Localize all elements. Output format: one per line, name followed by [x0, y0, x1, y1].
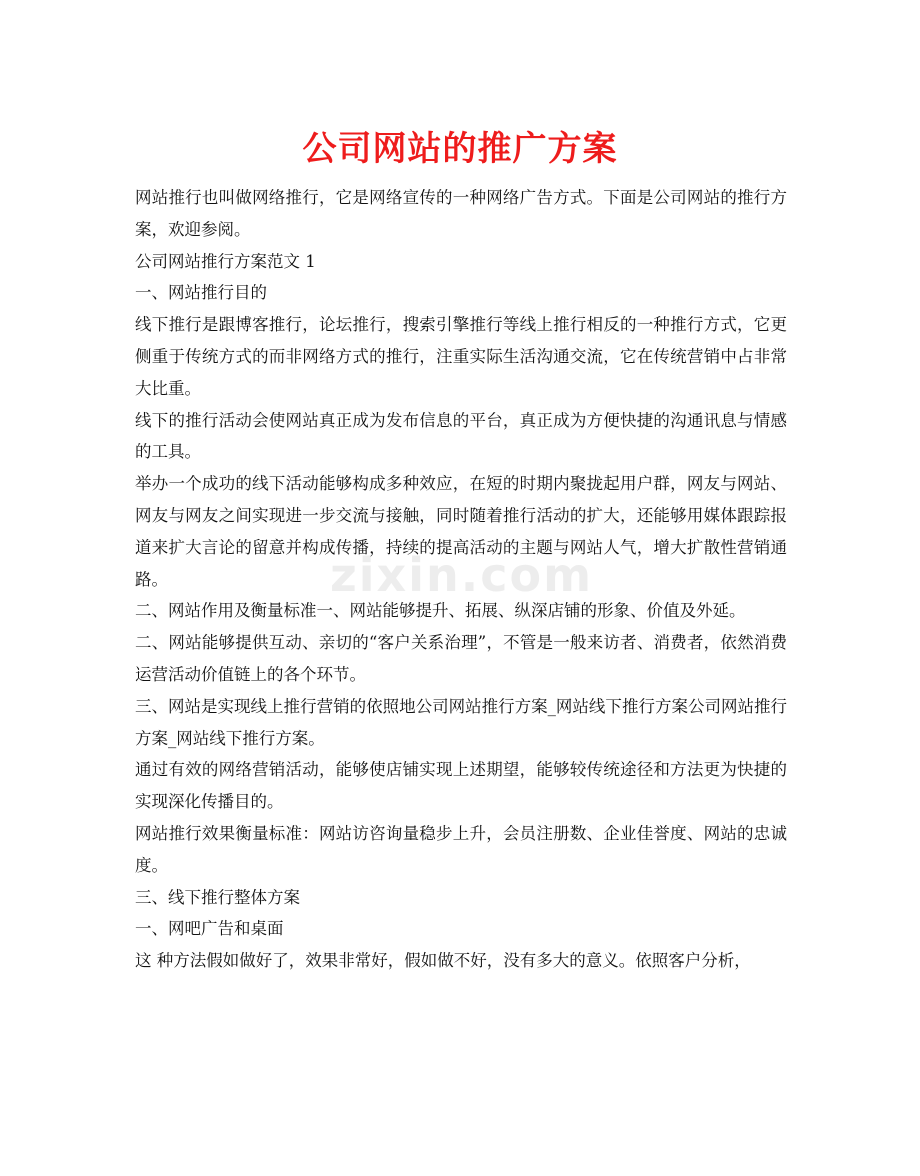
paragraph: 三、网站是实现线上推行营销的依照地公司网站推行方案_网站线下推行方案公司网站推行方案_网站线下推行方案。	[135, 696, 787, 748]
paragraph: 线下的推行活动会使网站真正成为发布信息的平台，真正成为方便快捷的沟通讯息与情感的工具。	[135, 410, 787, 462]
paragraph: 二、网站作用及衡量标准一、网站能够提升、拓展、纵深店铺的形象、价值及外延。	[135, 601, 746, 621]
section-heading: 一、网站推行目的	[135, 283, 267, 303]
paragraph: 二、网站能够提供互动、亲切的“客户关系治理”，不管是一般来访者、消费者，依然消费运营活动价值链上的各个环节。	[135, 633, 787, 684]
document-title: 公司网站的推广方案	[302, 129, 618, 169]
document-body	[135, 182, 787, 977]
paragraph: 这 种方法假如做好了，效果非常好，假如做不好，没有多大的意义。依照客户分析，	[135, 951, 751, 971]
intro-paragraph: 网站推行也叫做网络推行，它是网络宣传的一种网络广告方式。下面是公司网站的推行方案，欢迎参阅。	[135, 188, 787, 239]
paragraph: 通过有效的网络营销活动，能够使店铺实现上述期望，能够较传统途径和方法更为快捷的实现深化传播目的。	[135, 760, 787, 812]
sample-heading: 公司网站推行方案范文 1	[135, 251, 316, 271]
section-heading: 一、网吧广告和桌面	[135, 919, 284, 939]
paragraph: 线下推行是跟博客推行，论坛推行，搜索引擎推行等线上推行相反的一种推行方式，它更侧重于传统方式的而非网络方式的推行，注重实际生活沟通交流，它在传统营销中占非常大比重。	[135, 315, 787, 398]
section-heading: 三、线下推行整体方案	[135, 887, 300, 907]
watermark: zixin.com	[330, 548, 594, 602]
paragraph: 网站推行效果衡量标准：网站访咨询量稳步上升，会员注册数、企业佳誉度、网站的忠诚度。	[135, 823, 787, 875]
paragraph: 举办一个成功的线下活动能够构成多种效应，在短的时期内聚拢起用户群，网友与网站、网友与网友之间实现进一步交流与接触，同时随着推行活动的扩大，还能够用媒体跟踪报道来扩大言论的留意并构成传播，持续的提高活动的主题与网站人气，增大扩散性营销通路。	[135, 474, 787, 589]
